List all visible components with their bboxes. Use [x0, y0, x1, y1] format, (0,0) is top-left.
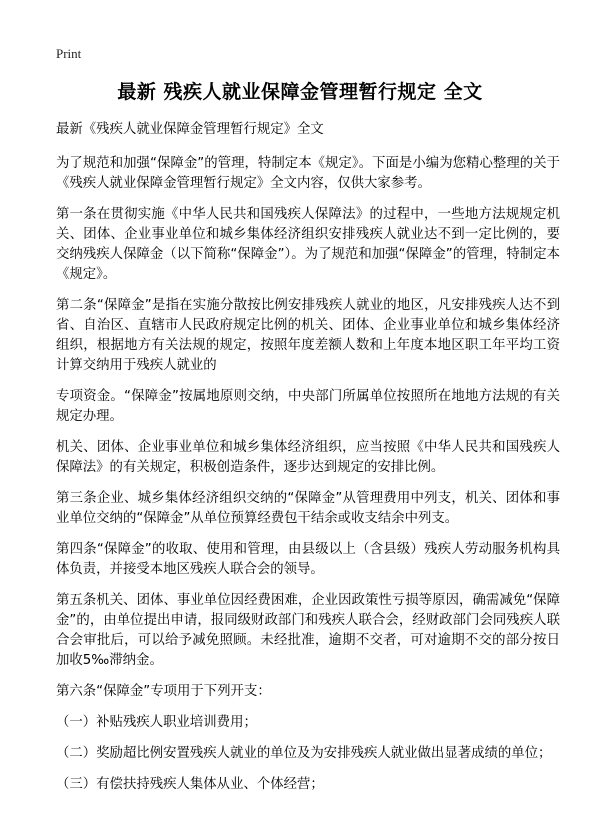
document-title: 最新 残疾人就业保障金管理暂行规定 全文: [117, 81, 483, 103]
paragraph-agencies: 机关、团体、企业事业单位和城乡集体经济组织，应当按照《中华人民共和国残疾人保障法》的有关规定，积极创造条件，逐步达到规定的安排比例。: [56, 440, 560, 475]
list-item-1: （一）补贴残疾人职业培训费用；: [56, 715, 257, 730]
paragraph-special-funds: 专项资金。“保障金”按属地原则交纳，中央部门所属单位按照所在地地方法规的有关规定办理。: [56, 389, 560, 424]
document-body: [56, 120, 560, 806]
list-item-2: （二）奖励超比例安置残疾人就业的单位及为安排残疾人就业做出显著成绩的单位；: [56, 746, 552, 761]
paragraph-article-2: 第二条“保障金”是指在实施分散按比例安排残疾人就业的地区，凡安排残疾人达不到省、自治区、直辖市人民政府规定比例的机关、团体、企业事业单位和城乡集体经济组织，根据地方有关法规的规定，按照年度差额人数和上年度本地区职工年平均工资计算交纳用于残疾人就业的: [56, 298, 560, 373]
paragraph-article-3: 第三条企业、城乡集体经济组织交纳的“保障金”从管理费用中列支，机关、团体和事业单位交纳的“保障金”从单位预算经费包干结余或收支结余中列支。: [56, 491, 560, 526]
paragraph-article-1: 第一条在贯彻实施《中华人民共和国残疾人保障法》的过程中，一些地方法规规定机关、团体、企业事业单位和城乡集体经济组织安排残疾人就业达不到一定比例的，要交纳残疾人保障金（以下简称“保障金”）。为了规范和加强“保障金”的管理，特制定本《规定》。: [56, 207, 560, 282]
paragraph-article-4: 第四条“保障金”的收取、使用和管理，由县级以上（含县级）残疾人劳动服务机构具体负责，并接受本地区残疾人联合会的领导。: [56, 542, 560, 577]
paragraph-intro: 为了规范和加强“保障金”的管理，特制定本《规定》。下面是小编为您精心整理的关于《残疾人就业保障金管理暂行规定》全文内容，仅供大家参考。: [56, 156, 560, 191]
print-label: Print: [56, 46, 82, 61]
document-subtitle: 最新《残疾人就业保障金管理暂行规定》全文: [56, 122, 324, 137]
paragraph-article-6: 第六条“保障金”专项用于下列开支：: [56, 684, 271, 699]
paragraph-article-5: 第五条机关、团体、事业单位因经费困难，企业因政策性亏损等原因，确需减免“保障金”的，由单位提出申请，报同级财政部门和残疾人联合会，经财政部门会同残疾人联合会审批后，可以给予减免照顾。未经批准，逾期不交者，可对逾期不交的部分按日加收5‰滞纳金。: [56, 593, 560, 668]
list-item-3: （三）有偿扶持残疾人集体从业、个体经营；: [56, 777, 324, 792]
